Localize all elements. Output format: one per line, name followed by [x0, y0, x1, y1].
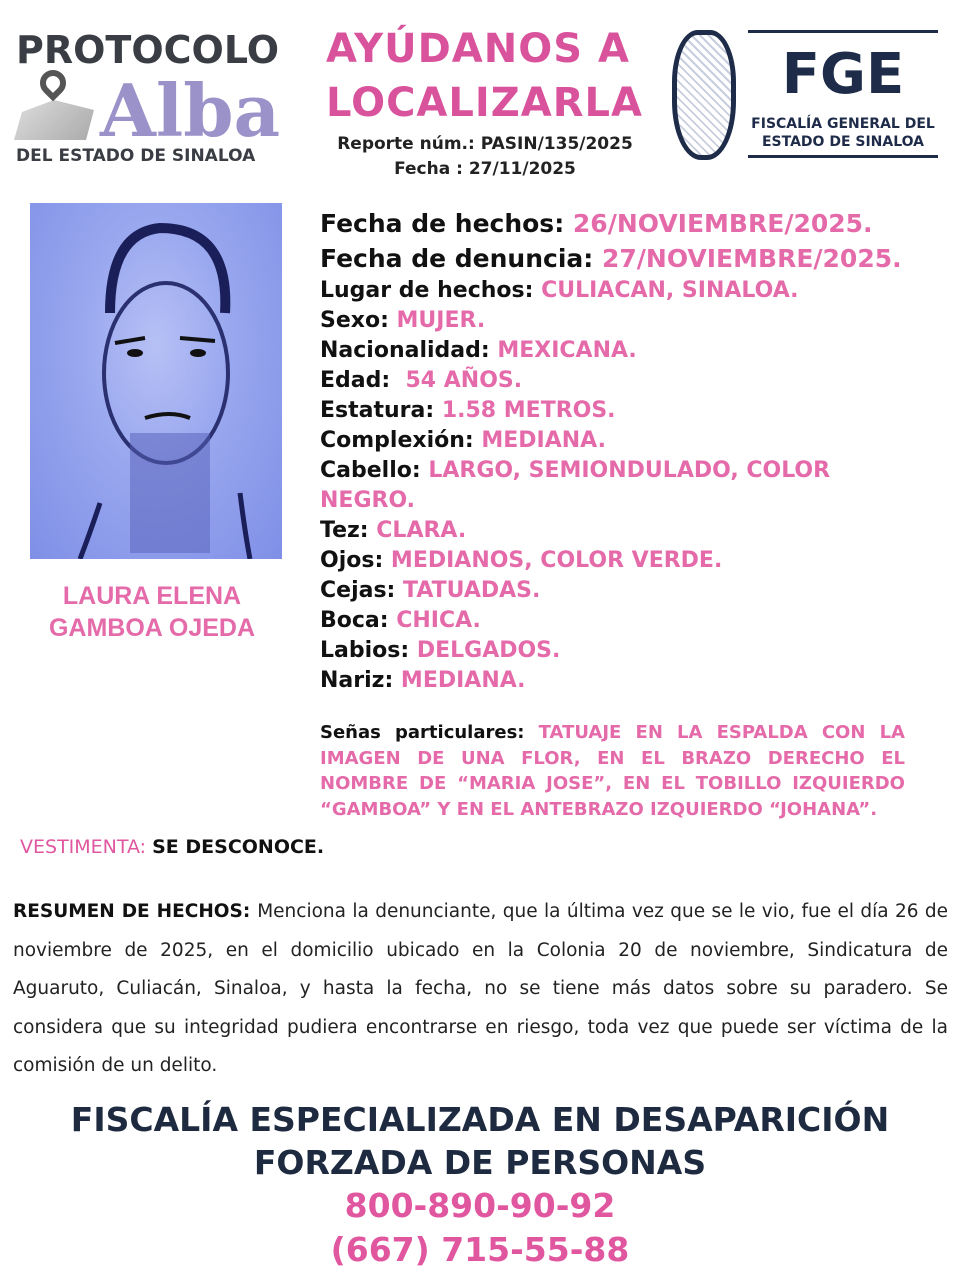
poster-title-line2: LOCALIZARLA [326, 80, 643, 126]
field-tez: Tez: CLARA. [320, 518, 467, 543]
description-fields [320, 206, 940, 696]
report-date: Fecha : 27/11/2025 [394, 159, 576, 179]
clothing: VESTIMENTA: SE DESCONOCE. [20, 836, 325, 858]
protocolo-alba-logo-main: Alba [100, 68, 281, 153]
field-cabello-cont: NEGRO. [320, 488, 416, 513]
fge-line1: FISCALÍA GENERAL DEL [751, 116, 935, 132]
name-line2: GAMBOA OJEDA [48, 614, 256, 642]
map-icon [14, 100, 94, 140]
poster-title-line1: AYÚDANOS A [326, 26, 630, 72]
fge-abbr: FGE [781, 42, 905, 107]
footer-contact [0, 1098, 960, 1272]
field-cejas: Cejas: TATUADAS. [320, 578, 541, 603]
field-estatura: Estatura: 1.58 METROS. [320, 398, 616, 423]
fge-logo [748, 30, 938, 158]
footer-agency-line1: FISCALÍA ESPECIALIZADA EN DESAPARICIÓN [70, 1100, 890, 1139]
field-ojos: Ojos: MEDIANOS, COLOR VERDE. [320, 548, 723, 573]
field-nariz: Nariz: MEDIANA. [320, 668, 526, 693]
report-number: Reporte núm.: PASIN/135/2025 [337, 134, 633, 154]
field-fecha-hechos: Fecha de hechos: 26/NOVIEMBRE/2025. [320, 209, 873, 238]
distinguishing-marks: Señas particulares: TATUAJE EN LA ESPALDA CON LA IMAGEN DE UNA FLOR, EN EL BRAZO DERECHO EL NOMBRE DE “MARIA JOSE”, EN EL TOBILLO IZQUIERDO “GAMBOA” Y EN EL ANTEBRAZO IZQUIERDO “JOHANA”. [320, 722, 905, 820]
field-fecha-denuncia: Fecha de denuncia: 27/NOVIEMBRE/2025. [320, 244, 902, 273]
field-labios: Labios: DELGADOS. [320, 638, 561, 663]
field-cabello: Cabello: LARGO, SEMIONDULADO, COLOR [320, 458, 831, 483]
field-boca: Boca: CHICA. [320, 608, 481, 633]
name-line1: LAURA ELENA [62, 582, 242, 610]
fge-line2: ESTADO DE SINALOA [761, 134, 925, 150]
field-lugar: Lugar de hechos: CULIACAN, SINALOA. [320, 278, 799, 303]
field-complexion: Complexión: MEDIANA. [320, 428, 606, 453]
case-summary: RESUMEN DE HECHOS: Menciona la denunciante, que la última vez que se le vio, fue el día 26 de noviembre de 2025, en el domicilio ubicado en la Colonia 20 de noviembre, Sindicatura de Aguaruto, Culiacán, Sinaloa, y hasta la fecha, no se tiene más datos sobre su paradero. Se considera que su integridad pudiera encontrarse en riesgo, toda vez que puede ser víctima de la comisión de un delito. [13, 901, 948, 1076]
protocolo-alba-logo-top: PROTOCOLO [16, 28, 279, 72]
footer-agency-line2: FORZADA DE PERSONAS [253, 1143, 707, 1182]
field-nacionalidad: Nacionalidad: MEXICANA. [320, 338, 637, 363]
field-edad: Edad: 54 AÑOS. [320, 368, 523, 393]
person-sketch-photo [30, 203, 282, 559]
state-seal-icon [672, 30, 736, 160]
footer-phone1: 800-890-90-92 [344, 1186, 616, 1225]
missing-person-name [20, 580, 284, 644]
field-sexo: Sexo: MUJER. [320, 308, 486, 333]
protocolo-alba-logo-bottom: DEL ESTADO DE SINALOA [16, 146, 256, 166]
footer-phone2: (667) 715-55-88 [330, 1230, 630, 1269]
